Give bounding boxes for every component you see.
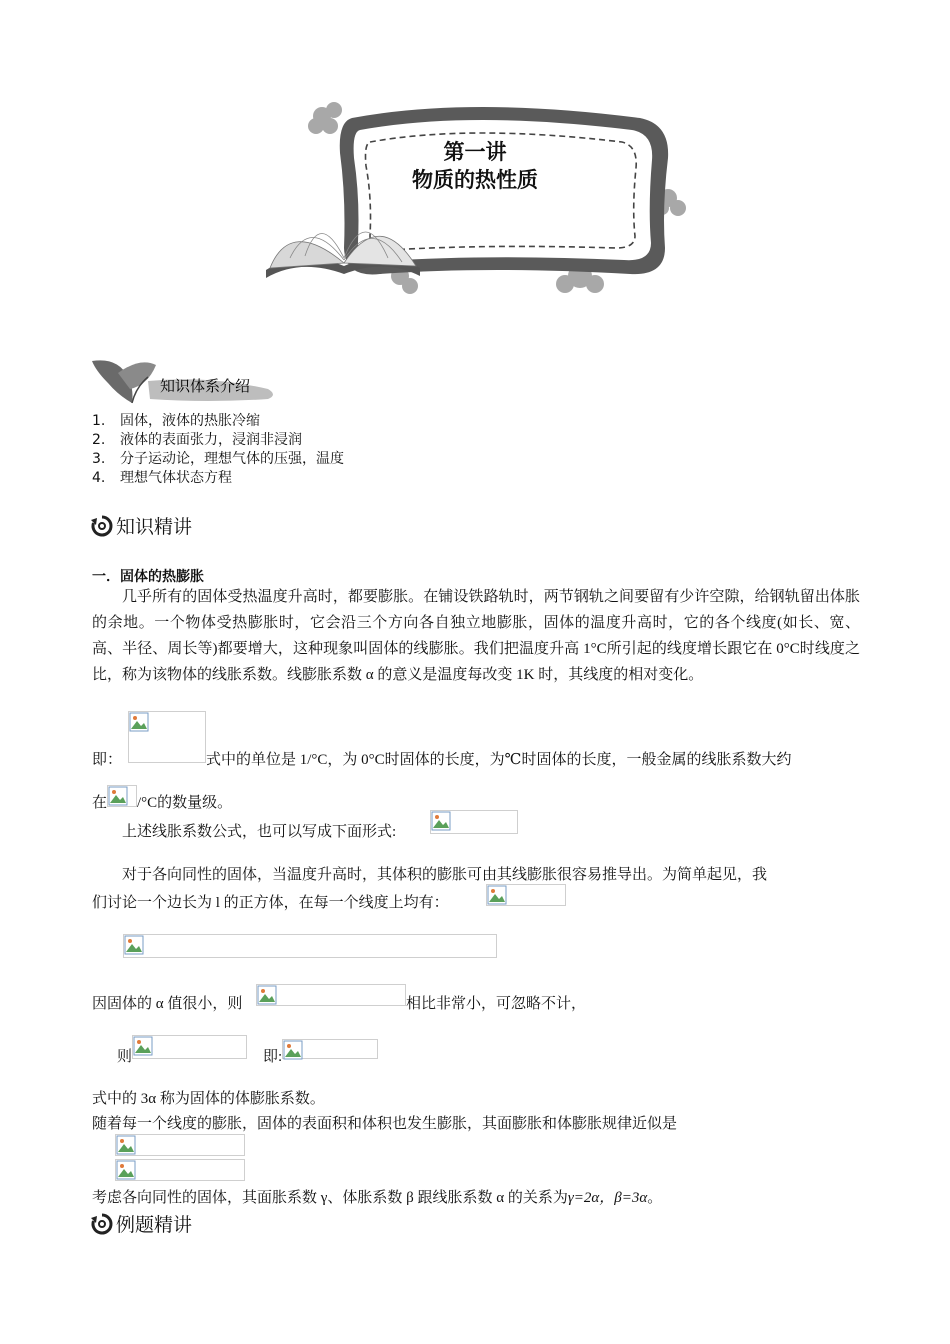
outline-number: 4.: [92, 470, 106, 486]
swirl-icon: [90, 1212, 114, 1236]
broken-image-icon: [124, 935, 144, 955]
formula-image-order: [107, 785, 137, 807]
line-alpha-small-prefix: 因固体的 α 值很小，则: [92, 996, 243, 1012]
line-formula-rewrite: 上述线胀系数公式，也可以写成下面形式:: [122, 824, 397, 840]
outline-item: [92, 431, 302, 449]
line-isotropic-text: 考虑各向同性的固体，其面胀系数 γ、体胀系数 β 跟线胀系数 α 的关系为: [92, 1190, 568, 1206]
line-zai-text: /°C的数量级。: [137, 795, 233, 811]
banner-frame-graphic: [260, 98, 690, 298]
line-isotropic: [92, 1186, 662, 1207]
broken-image-icon: [108, 786, 128, 806]
outline-number: 1.: [92, 413, 106, 429]
paragraph2-line2: 们讨论一个边长为 l 的正方体，在每一个线度上均有：: [92, 895, 449, 911]
swirl-icon: [90, 514, 114, 538]
broken-image-icon: [257, 985, 277, 1005]
broken-image-icon: [133, 1036, 153, 1056]
line-surface: 随着每一个线度的膨胀，固体的表面积和体积也发生膨胀，其面膨胀和体膨胀规律近似是: [92, 1116, 678, 1132]
line-alpha-small-suffix: 相比非常小，可忽略不计，: [406, 996, 587, 1012]
paragraph2-line1: 对于各向同性的固体，当温度升高时，其体积的膨胀可由其线膨胀很容易推导出。为简单起见，我: [122, 867, 768, 883]
outline-number: 3.: [92, 451, 106, 467]
line-isotropic-end: 。: [647, 1190, 663, 1206]
section-knowledge-title: [90, 512, 192, 539]
heading-solid-expansion: 一．固体的热膨胀: [92, 569, 204, 585]
formula-image-volume-final: [282, 1039, 378, 1059]
knowledge-system-header: [88, 355, 288, 407]
outline-text: 分子运动论，理想气体的压强，温度: [120, 451, 344, 467]
line-ji-prefix: 即：: [92, 752, 123, 768]
outline-item: [92, 450, 344, 468]
formula-image-rewrite: [430, 810, 518, 834]
outline-item: [92, 412, 260, 430]
outline-number: 2.: [92, 432, 106, 448]
broken-image-icon: [487, 885, 507, 905]
lecture-number: 第一讲: [443, 140, 507, 164]
line-ze: 则: [117, 1049, 133, 1065]
knowledge-system-label: 知识体系介绍: [160, 377, 251, 395]
outline-item: [92, 469, 232, 487]
formula-image-surface: [115, 1134, 245, 1156]
line-isotropic-formula: γ=2α，β=3α: [567, 1190, 648, 1206]
outline-text: 理想气体状态方程: [120, 470, 232, 486]
line-3alpha: 式中的 3α 称为固体的体膨胀系数。: [92, 1091, 325, 1107]
title-banner: [260, 98, 690, 298]
lecture-title: 物质的热性质: [412, 168, 538, 192]
outline-text: 固体，液体的热胀冷缩: [120, 413, 260, 429]
formula-image-higher-order: [256, 984, 406, 1006]
formula-image-volume-law: [115, 1159, 245, 1181]
broken-image-icon: [431, 811, 451, 831]
formula-image-alpha: [128, 711, 206, 763]
section-examples-label: 例题精讲: [116, 1214, 193, 1236]
broken-image-icon: [116, 1160, 136, 1180]
outline-text: 液体的表面张力，浸润非浸润: [120, 432, 302, 448]
formula-image-volume-approx: [132, 1035, 247, 1059]
paragraph-linear-expansion: 几乎所有的固体受热温度升高时，都要膨胀。在铺设铁路轨时，两节钢轨之间要留有少许空隙，给钢轨留出体胀的余地。一个物体受热膨胀时，它会沿三个方向各自独立地膨胀，固体的温度升高时，它的各个线度(如长、宽、高、半径、周长等)都要增大，这种现象叫固体的线膨胀。我们把温度升高 1°C所引起的线度增长跟它在 0°C时线度之比，称为该物体的线胀系数。线膨胀系数 α 的意义是温度每改变 1K 时，其线度的相对变化。: [92, 589, 860, 683]
formula-image-cube-side: [486, 884, 566, 906]
broken-image-icon: [283, 1040, 303, 1060]
line-ji-text: 式中的单位是 1/°C，为 0°C时固体的长度，为℃时固体的长度，一般金属的线胀系数大约: [206, 752, 792, 768]
broken-image-icon: [129, 712, 149, 732]
line-zai-prefix: 在: [92, 795, 108, 811]
section-examples-title: [90, 1210, 192, 1237]
broken-image-icon: [116, 1135, 136, 1155]
line-ji2: 即:: [263, 1049, 283, 1065]
formula-image-volume: [123, 934, 497, 958]
section-knowledge-label: 知识精讲: [116, 516, 193, 538]
